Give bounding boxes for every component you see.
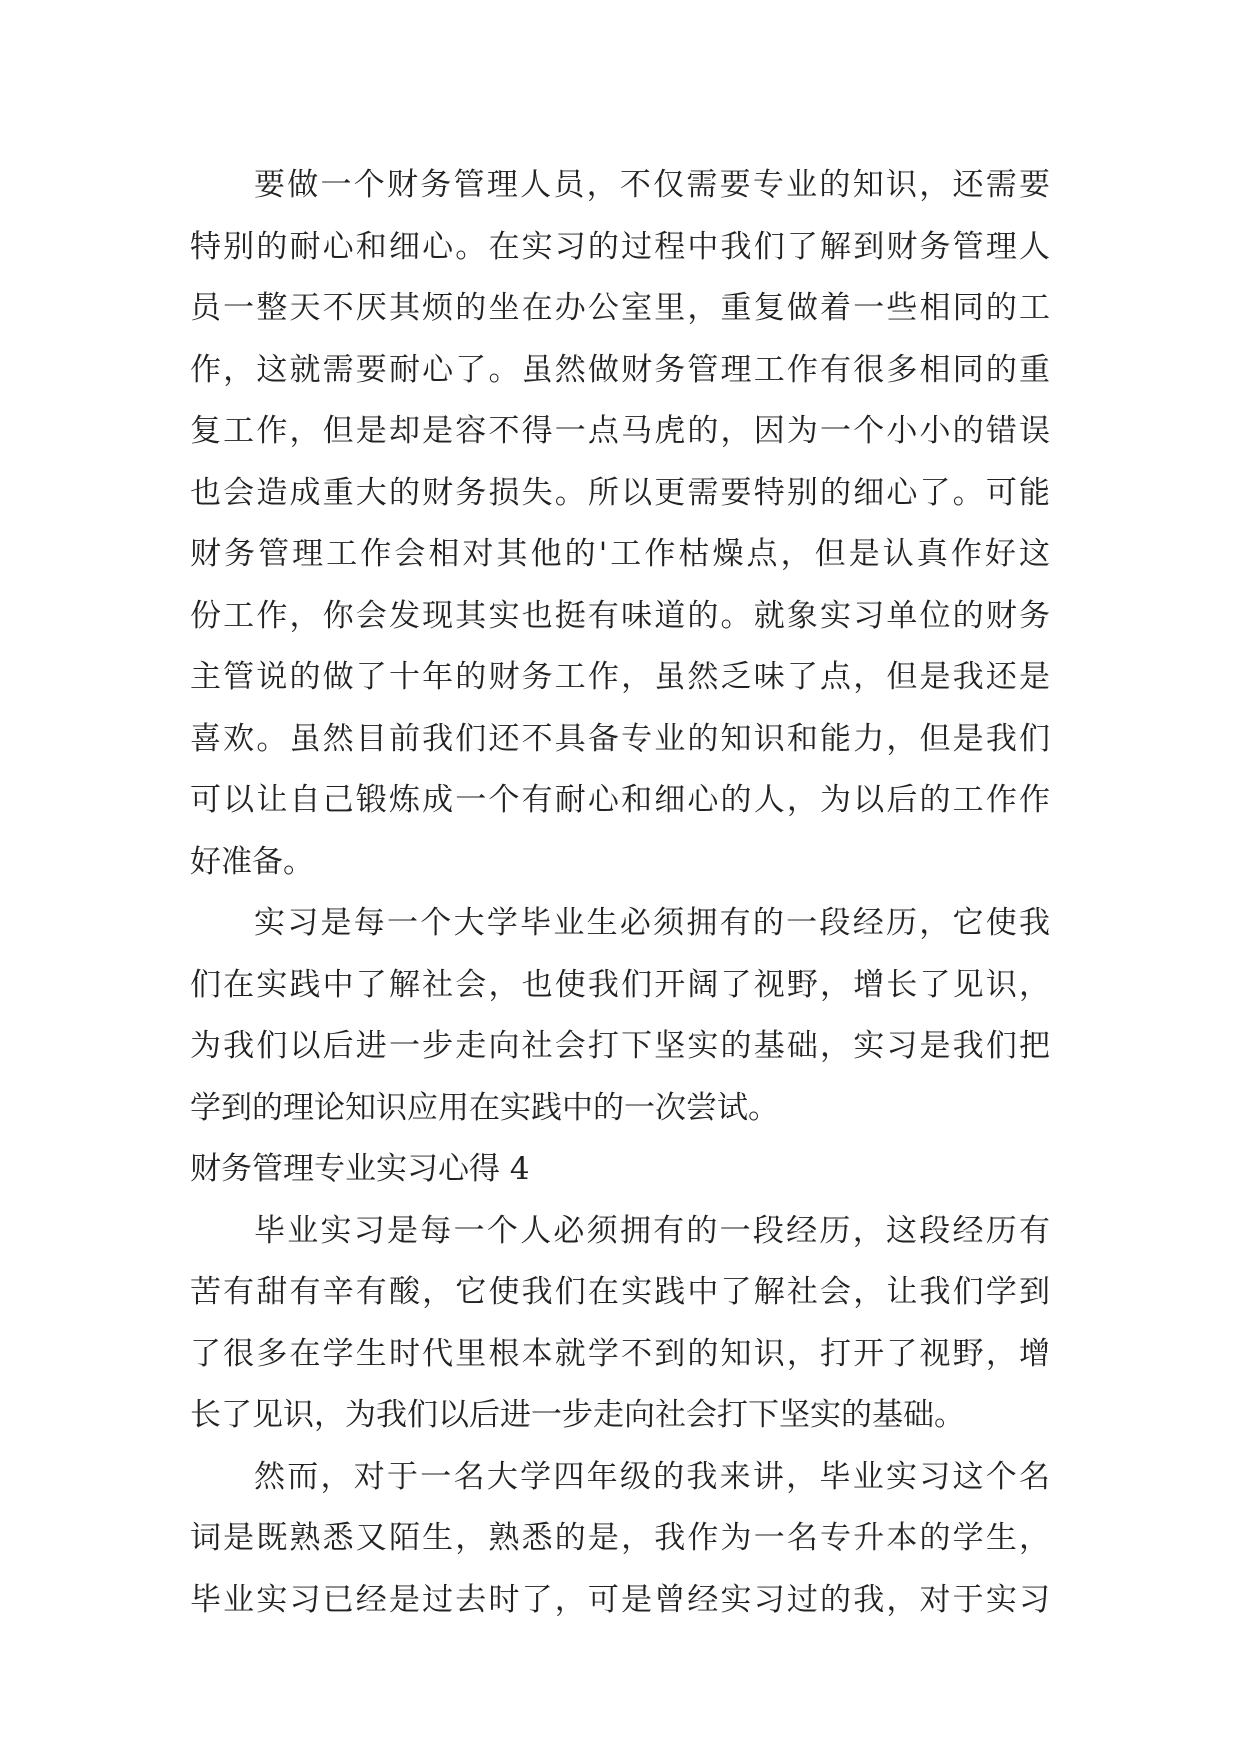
paragraph-3 <box>190 1201 1050 1447</box>
text-line: 了很多在学生时代里根本就学不到的知识，打开了视野，增 <box>190 1335 1050 1372</box>
text-line: 也会造成重大的财务损失。所以更需要特别的细心了。可能 <box>190 474 1050 511</box>
text-line: 要做一个财务管理人员，不仅需要专业的知识，还需要 <box>254 167 1050 203</box>
text-line: 长了见识，为我们以后进一步走向社会打下坚实的基础。 <box>190 1397 965 1433</box>
text-line: 为我们以后进一步走向社会打下坚实的基础，实习是我们把 <box>190 1028 1050 1064</box>
section-heading: 财务管理专业实习心得 4 <box>190 1151 530 1187</box>
text-line: 们在实践中了解社会，也使我们开阔了视野，增长了见识， <box>190 966 1050 1003</box>
text-line: 复工作，但是却是容不得一点马虎的，因为一个小小的错误 <box>190 413 1050 449</box>
text-line: 财务管理工作会相对其他的'工作枯燥点，但是认真作好这 <box>190 536 1050 572</box>
text-line: 好准备。 <box>190 843 314 880</box>
text-line: 学到的理论知识应用在实践中的一次尝试。 <box>190 1089 779 1126</box>
paragraph-2 <box>190 893 1050 1139</box>
text-line: 可以让自己锻炼成一个有耐心和细心的人，为以后的工作作 <box>190 782 1050 818</box>
paragraph-4 <box>190 1447 1050 1632</box>
text-line: 主管说的做了十年的财务工作，虽然乏味了点，但是我还是 <box>190 659 1050 695</box>
text-line: 份工作，你会发现其实也挺有味道的。就象实习单位的财务 <box>190 597 1050 634</box>
text-line: 特别的耐心和细心。在实习的过程中我们了解到财务管理人 <box>190 228 1050 265</box>
document-body <box>190 155 1050 1631</box>
text-line: 然而，对于一名大学四年级的我来讲，毕业实习这个名 <box>254 1458 1050 1495</box>
text-line: 苦有甜有辛有酸，它使我们在实践中了解社会，让我们学到 <box>190 1274 1050 1310</box>
text-line: 作，这就需要耐心了。虽然做财务管理工作有很多相同的重 <box>190 351 1050 388</box>
text-line: 毕业实习已经是过去时了，可是曾经实习过的我，对于实习 <box>190 1581 1050 1618</box>
text-line: 喜欢。虽然目前我们还不具备专业的知识和能力，但是我们 <box>190 720 1050 757</box>
text-line: 员一整天不厌其烦的坐在办公室里，重复做着一些相同的工 <box>190 290 1050 326</box>
text-line: 毕业实习是每一个人必须拥有的一段经历，这段经历有 <box>254 1212 1050 1249</box>
text-line: 词是既熟悉又陌生，熟悉的是，我作为一名专升本的学生， <box>190 1520 1050 1556</box>
paragraph-1 <box>190 155 1050 893</box>
text-line: 实习是每一个大学毕业生必须拥有的一段经历，它使我 <box>254 905 1050 941</box>
